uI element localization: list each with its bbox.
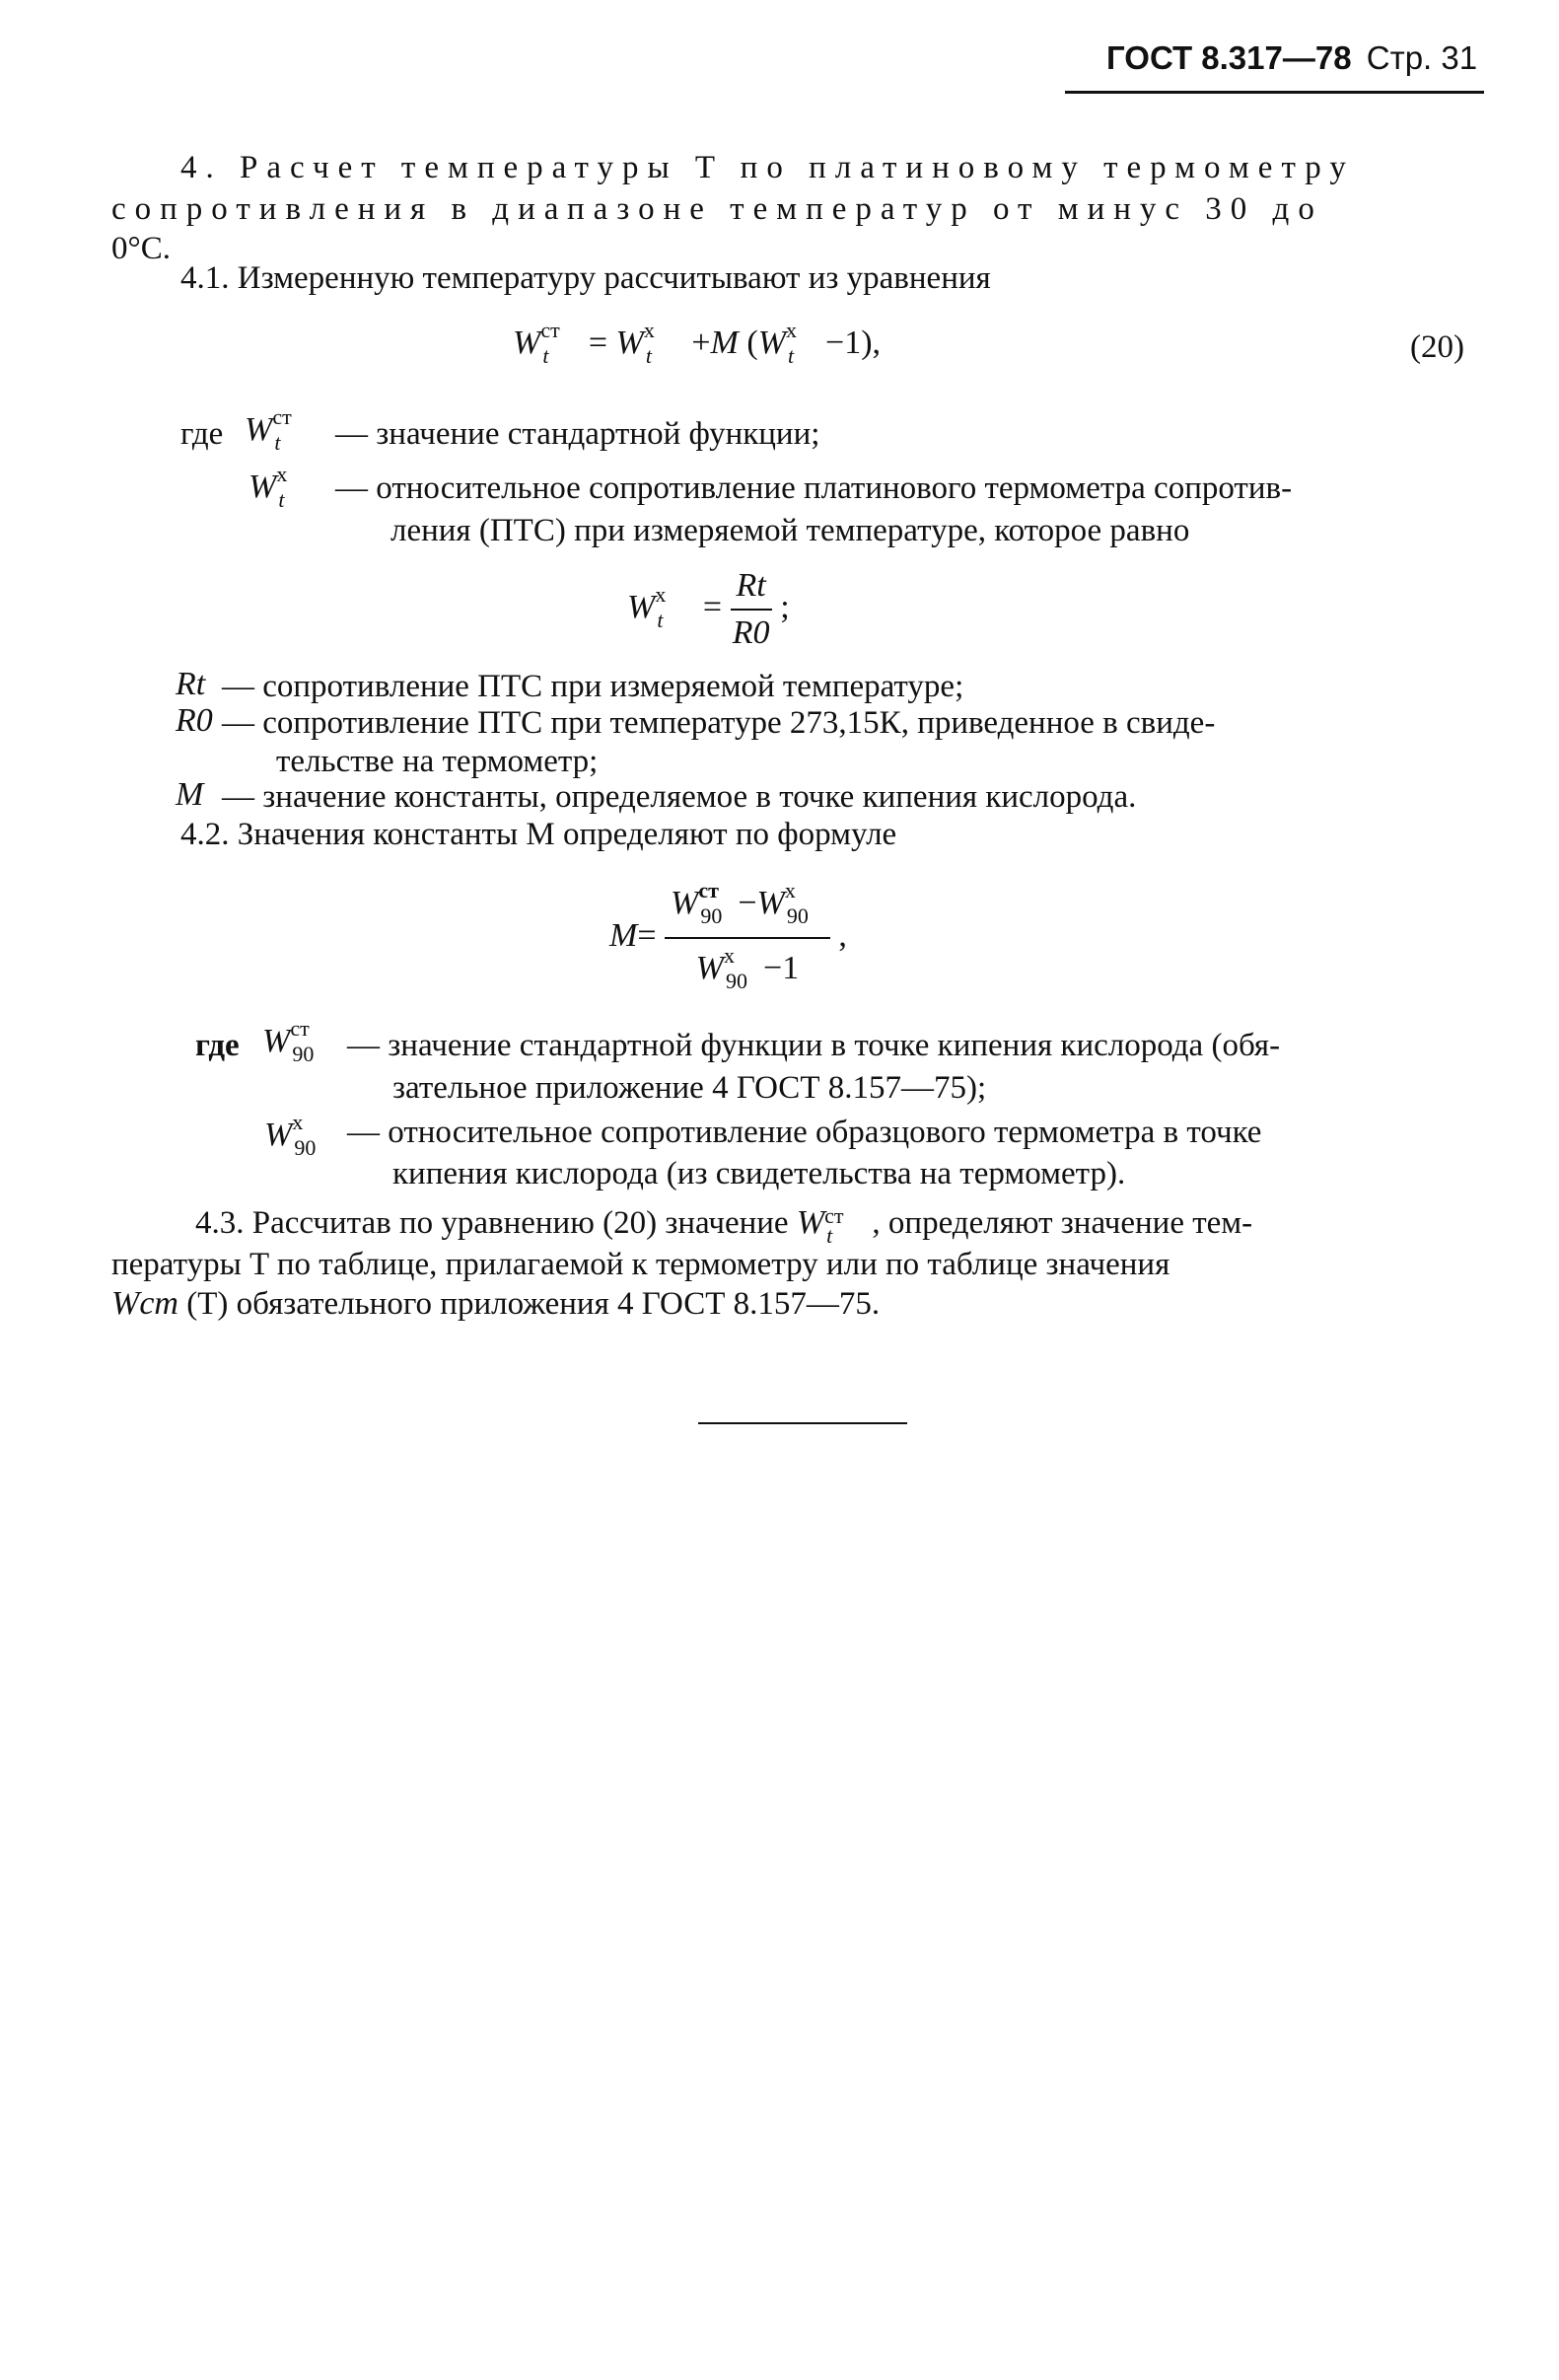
section-title-line-3: 0°С. [111,231,171,266]
def-wst-symbol: W ст t [245,404,292,455]
para-4-3-line-3: Wст (T) обязательного приложения 4 ГОСТ 8.157—75. [111,1285,881,1322]
def-rt-symbol: Rt [176,666,206,702]
equation-number-20: (20) [1410,329,1464,365]
def-w90st-text-2: зательное приложение 4 ГОСТ 8.157—75); [392,1070,987,1106]
def-r0-text-1: — сопротивление ПТС при температуре 273,15К, приведенное в свиде- [222,705,1216,741]
def-m-symbol: M [176,776,204,813]
def-wst-text: — значение стандартной функции; [335,416,820,452]
def-r0-symbol: R0 [176,702,213,739]
wst-symbol: Wст [111,1285,178,1322]
para-4-3-line-2: пературы T по таблице, прилагаемой к термометру или по таблице значения [111,1247,1170,1282]
para-4-2-intro: 4.2. Значения константы M определяют по формуле [180,817,897,852]
def-w90x-symbol: W x 90 [264,1110,317,1160]
para-4-1-intro: 4.1. Измеренную температуру рассчитывают из уравнения [180,260,991,296]
def-wx-symbol: W x t [248,462,288,512]
def-w90x-text-2: кипения кислорода (из свидетельства на термометр). [392,1156,1126,1191]
header-rule [1065,91,1484,94]
gost-number: ГОСТ 8.317—78 [1106,39,1352,76]
running-header [1106,39,1477,77]
def-w90st-text-1: — значение стандартной функции в точке кипения кислорода (обя- [347,1028,1281,1063]
def-rt-text: — сопротивление ПТС при измеряемой температуре; [222,669,964,704]
def-w90x-text-1: — относительное сопротивление образцового термометра в точке [347,1115,1262,1150]
def-r0-text-2: тельстве на термометр; [276,744,599,779]
def-m-text: — значение константы, определяемое в точке кипения кислорода. [222,779,1137,815]
def-wx-text-2: ления (ПТС) при измеряемой температуре, которое равно [390,513,1190,548]
end-rule [698,1422,907,1424]
where-label-1: где [180,416,224,452]
para-4-3-line-1: 4.3. Рассчитав по уравнению (20) значение W ст t , определяют значение тем- [195,1203,1253,1249]
def-w90st-symbol: W ст 90 [262,1016,315,1066]
page-number: Стр. 31 [1366,39,1478,76]
section-title-line-2: сопротивления в диапазоне температур от минус 30 до [111,191,1323,227]
section-title-line-1: 4. Расчет температуры T по платиновому термометру [180,150,1355,185]
where-label-2: где [195,1028,240,1063]
equation-wx: W x t = $\frac{Rt}{R0}$ ; [627,567,790,651]
def-wx-text-1: — относительное сопротивление платинового термометра сопротив- [335,470,1293,506]
equation-m: M= W ст 90 −W x 90 W x 90 −1 , [609,878,847,993]
equation-20: W ст t = W x t +M (W x t −1), [513,318,882,368]
